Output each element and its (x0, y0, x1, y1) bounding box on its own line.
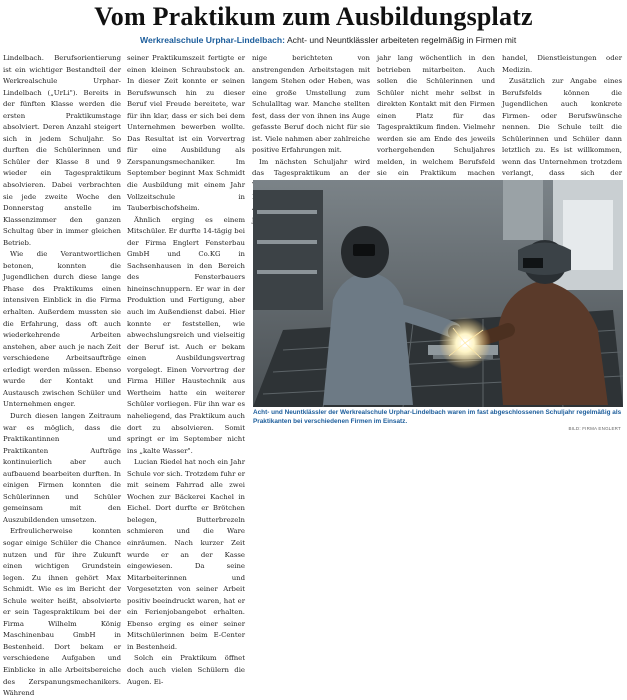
paragraph: Wie die Verantwortlichen betonen, konnten die Jugendlichen durch diese lange Phase des Praktikums einen intensiven Einblick in die Firma erhalten. Außerdem mussten sie die Erfahrung, dass oft auch wiederkehrende Arbeiten anstehen, aber auch je nach Zeit verschiedene Arbeitsaufträge erledigt werden müssen. Ebenso wurde der Kontakt und Austausch zwischen Schüler und Unternehmen enger. (3, 250, 121, 409)
paragraph: Durch diesen langen Zeitraum war es möglich, dass die Praktikantinnen und Praktikanten Aufträge kontinuierlich aber auch aufbauend bearbeiten durften. In einigen Firmen konnten die Schülerinnen und Schüler gemeinsam mit den Auszubildenden umsetzen. (3, 411, 121, 524)
paragraph: Solch ein Praktikum öffnet doch auch vielen Schülern die Augen. Ei- (127, 654, 245, 686)
paragraph: jahr lang wöchentlich in den betrieben mitarbeiten. Auch sollen die Schülerinnen und Schüler nicht mehr selbst in direkten Kontakt mit den Firmen einen Platz für das Tagespraktikum finden. Vielmehr werden sie am Ende des jeweils vorhergehenden Schuljahres melden, in welchem Berufsfeld sie ein Praktikum machen (377, 54, 495, 178)
paragraph: Im nächsten Schuljahr wird das Tagespraktikum an der (252, 157, 370, 178)
article-column-4 (377, 53, 495, 178)
welding-scene-illustration (253, 180, 623, 407)
article-column-3 (252, 53, 370, 178)
paragraph: nige berichteten von anstrengenden Arbeitstagen mit langem Stehen oder Heben, was eine große Umstellung zum Schulalltag war. Manche stellten fest, dass der von ihnen ins Auge gefasste Beruf doch nicht für sie ist. Viele nahmen aber zahlreiche positive Erfahrungen mit. (252, 54, 370, 155)
article-column-1 (3, 53, 121, 698)
paragraph: Lindelbach. Berufsorientierung ist ein wichtiger Bestandteil der Werkrealschule Urphar-Lindelbach („UrLi"). Bereits in der fünften Klasse werden die ersten Praktikumstage absolviert. Deren Anzahl steigert sich in jedem Schuljahr. So durften die Schülerinnen und Schüler der Klasse 8 und 9 wieder ein Tagespraktikum absolvieren. Dabei verbrachten sie jede zweite Woche den Donnerstag anstelle im Klassenzimmer den ganzen Schultag über in immer gleichen Betrieb. (3, 54, 121, 247)
paragraph: handel, Dienstleistungen oder Medizin. (502, 54, 622, 74)
photo-credit: BILD: FIRMA ENGLERT (568, 426, 621, 431)
paragraph: Erfreulicherweise konnten sogar einige Schüler die Chance nutzen und für ihre Zukunft einen wichtigen Grundstein legen. Zu ihnen gehört Max Schmidt. Wie es im Bericht der Schule weiter heißt, absolvierte er sein Tagespraktikum bei der Firma Wilhelm König Maschinenbau GmbH in Bestenheid. Dort bekam er verschiedene Aufgaben und Einblicke in alle Arbeitsbereiche des Zerspanungsmechanikers. Während (3, 527, 121, 698)
article-headline: Vom Praktikum zum Ausbildungsplatz (94, 2, 533, 31)
article-column-5 (502, 53, 622, 178)
article-subheadline (140, 35, 627, 46)
welding-photo (253, 180, 623, 407)
subheadline-source: Werkrealschule Urphar-Lindelbach: (140, 35, 286, 45)
paragraph: Ähnlich erging es einem Mitschüler. Er durfte 14-tägig bei der Firma Englert Fensterbau GmbH und Co.KG in Sachsenhausen in den Bereich des Fensterbauers hineinschnuppern. Er war in der Produktion und Fertigung, aber auch im Außendienst dabei. Hier konnte er feststellen, wie abwechslungsreich und vielseitig der Beruf ist. Auch er bekam einen Ausbildungsvertrag vorgelegt. Einen Vorvertrag der Firma Hiller Haustechnik aus Wertheim hatte ein weiterer Schüler vorliegen. Für ihn war es naheliegend, das Praktikum auch dort zu absolvieren. Somit springt er im September nicht ins „kalte Wasser". (127, 215, 245, 455)
subheadline-text: Acht- und Neuntklässler arbeiteten regelmäßig in Firmen mit (285, 35, 517, 45)
paragraph: Zusätzlich zur Angabe eines Berufsfelds können die Jugendlichen auch konkrete Firmen- oder Berufswünsche nennen. Die Schule teilt die Schülerinnen und Schüler dann letztlich zu. Es ist willkommen, wenn das Unternehmen trotzdem verlangt, dass sich der (502, 77, 622, 178)
photo-caption: Acht- und Neuntklässler der Werkrealschule Urphar-Lindelbach waren im fast abgeschlossenen Schuljahr regelmäßig als Praktikanten bei verschiedenen Firmen im Einsatz. (253, 409, 622, 426)
paragraph: seiner Praktikumszeit fertigte er einen kleinen Schraubstock an. In dieser Zeit konnte er seinen Berufswunsch hin zu dieser Beruf viel Freude bereitete, war für ihn klar, dass er sich bei dem Unternehmen bewerben wollte. Das Resultat ist ein Vorvertrag für eine Ausbildung als Zerspanungsmechaniker. Im September beginnt Max Schmidt die Ausbildung mit einem Jahr Vollzeitschule in Tauberbischofsheim. (127, 54, 245, 213)
paragraph: Lucian Riedel hat noch ein Jahr Schule vor sich. Trotzdem fuhr er mit seinem Fahrrad alle zwei Wochen zur Bäckerei Kachel in Eichel. Dort durfte er Brötchen belegen, Butterbrezeln schmieren und die Ware einräumen. Nach kurzer Zeit wurde er an der Kasse eingewiesen. Da seine Mitarbeiterinnen und Vorgesetzten von seiner Arbeit positiv beeindruckt waren, hat er ein Ferienjobangebot erhalten. Ebenso erging es einer seiner Mitschülerinnen beim E-Center in Bestenheid. (127, 458, 245, 651)
article-column-2 (127, 53, 245, 686)
